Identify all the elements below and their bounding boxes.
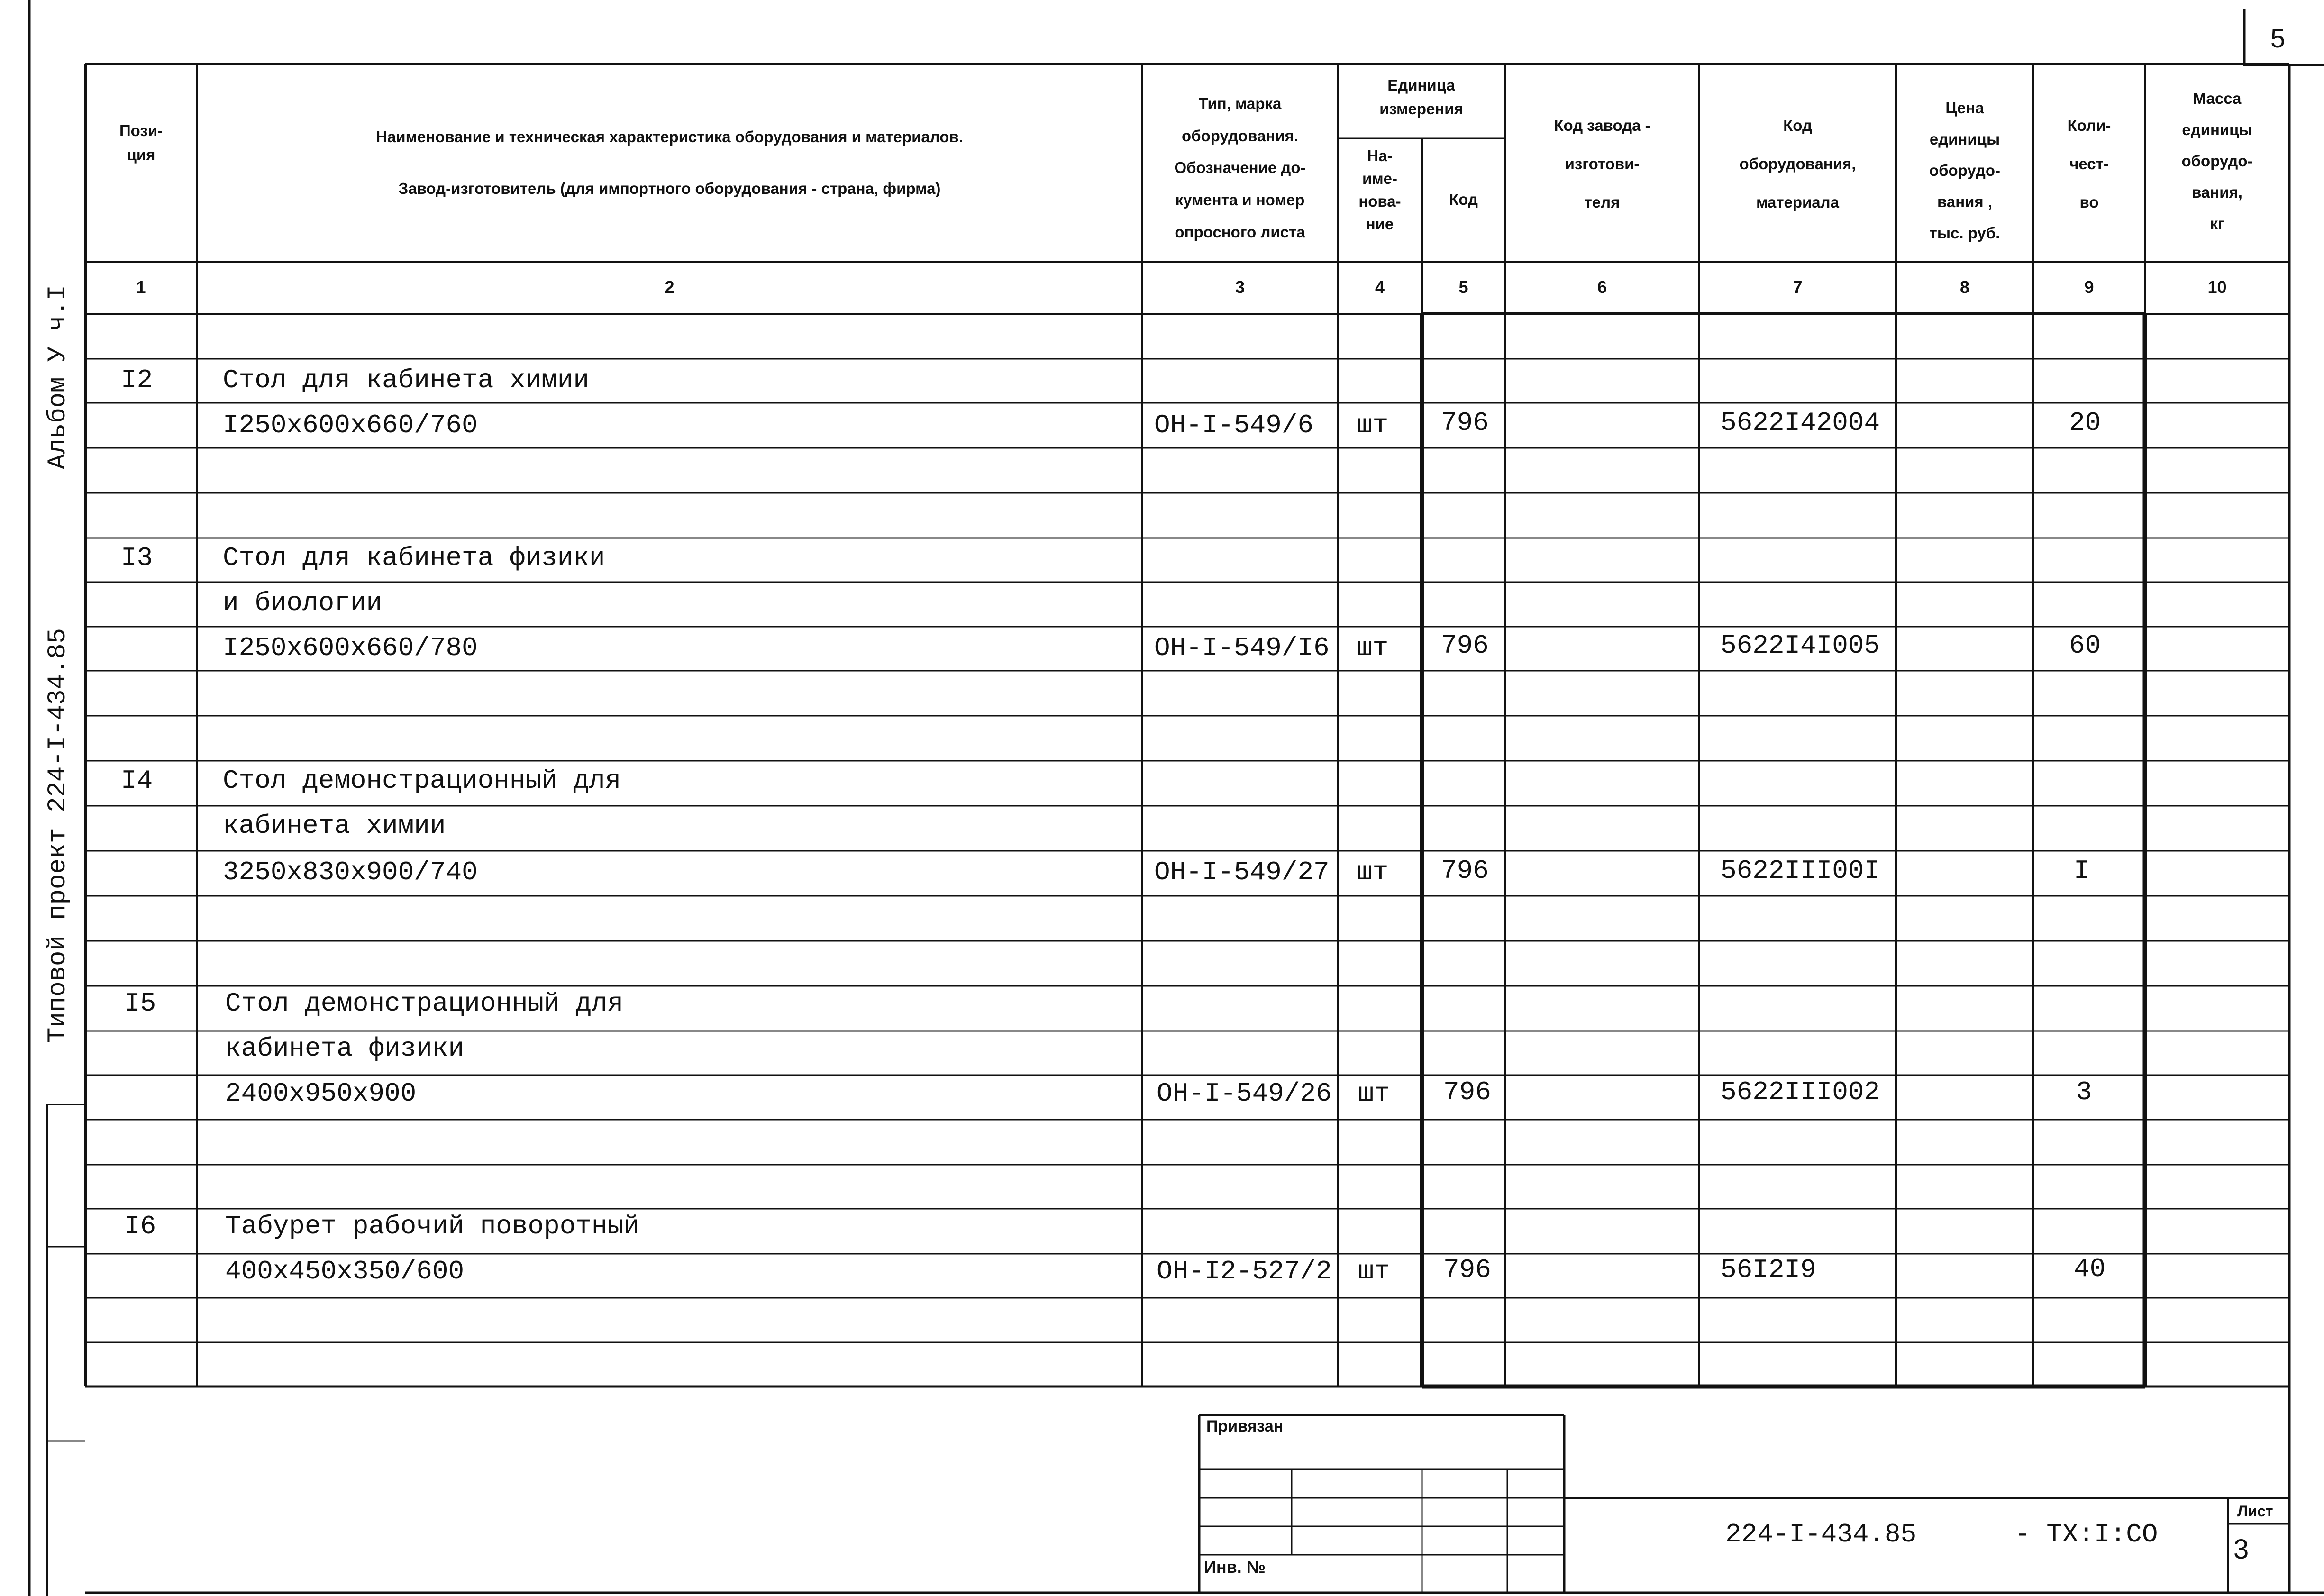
- header-col4-line: ние: [1366, 215, 1394, 233]
- header-unit-group-line: Единица: [1387, 76, 1455, 94]
- header-col2-line: Завод-изготовитель (для импортного оборудования - страна, фирма): [398, 179, 941, 197]
- header-col10-line: Масса: [2193, 90, 2242, 107]
- item-name-line: кабинета физики: [225, 1033, 465, 1064]
- type-mark-cell: ОН-I-549/26: [1157, 1078, 1332, 1109]
- position-cell: I3: [121, 543, 153, 573]
- header-col3-line: кумента и номер: [1175, 191, 1305, 209]
- album-label: Альбом У ч.I: [44, 285, 73, 469]
- equipment-code-cell: 5622I42004: [1721, 408, 1880, 438]
- item-name-line: 400x450x350/600: [225, 1256, 465, 1286]
- type-mark-cell: ОН-I-549/I6: [1154, 633, 1330, 663]
- item-name-line: кабинета химии: [223, 811, 446, 841]
- item-name-line: 3250x830x900/740: [223, 857, 478, 887]
- header-col6-line: изготови-: [1565, 155, 1640, 173]
- header-col7-line: Код: [1783, 117, 1812, 134]
- column-number: 5: [1458, 277, 1468, 297]
- header-col3-line: Обозначение до-: [1174, 159, 1306, 177]
- header-col4-line: име-: [1362, 169, 1398, 187]
- header-col7-line: материала: [1756, 193, 1839, 211]
- item-name-line: 2400x950x900: [225, 1078, 417, 1109]
- item-name-line: I250x600x660/760: [223, 410, 478, 440]
- header-col2: [197, 111, 1142, 215]
- unit-code-cell: 796: [1441, 856, 1489, 886]
- header-col3-line: Тип, марка: [1198, 95, 1282, 112]
- header-col8-line: вания ,: [1937, 193, 1992, 210]
- item-name-line: Стол демонстрационный для: [225, 988, 624, 1019]
- header-col8: [1896, 92, 2033, 249]
- quantity-cell: 3: [2076, 1077, 2092, 1107]
- header-col10-line: оборудо-: [2181, 152, 2253, 170]
- quantity-cell: 20: [2069, 408, 2101, 438]
- header-col6-line: теля: [1584, 193, 1620, 211]
- header-col10-line: кг: [2210, 215, 2224, 232]
- quantity-cell: 60: [2069, 630, 2101, 661]
- position-cell: I6: [124, 1211, 156, 1241]
- type-mark-cell: ОН-I-549/27: [1154, 857, 1330, 887]
- header-col10-line: вания,: [2192, 183, 2242, 201]
- header-col9-line: во: [2079, 193, 2099, 211]
- column-number: 10: [2207, 277, 2227, 297]
- header-col8-line: оборудо-: [1929, 162, 2001, 179]
- header-unit-group-line: измерения: [1379, 100, 1463, 118]
- unit-code-cell: 796: [1441, 408, 1489, 438]
- column-number: 6: [1597, 277, 1607, 297]
- unit-code-cell: 796: [1443, 1077, 1491, 1107]
- unit-code-cell: 796: [1443, 1255, 1491, 1285]
- unit-cell: шт: [1358, 1256, 1390, 1286]
- column-number: 2: [665, 277, 674, 297]
- header-col3-line: оборудования.: [1182, 127, 1298, 145]
- header-col5-line: Код: [1449, 191, 1478, 208]
- position-cell: I4: [121, 766, 153, 796]
- column-number: 9: [2084, 277, 2094, 297]
- header-col1-line: ция: [127, 146, 155, 164]
- column-number: 7: [1793, 277, 1803, 297]
- header-col5: [1422, 187, 1505, 211]
- item-name-line: Стол демонстрационный для: [223, 766, 621, 796]
- item-name-line: Стол для кабинета физики: [223, 543, 605, 573]
- header-col6-line: Код завода -: [1554, 117, 1650, 134]
- item-name-line: Стол для кабинета химии: [223, 365, 589, 395]
- column-number: 4: [1375, 277, 1385, 297]
- type-mark-cell: ОН-I2-527/2: [1157, 1256, 1332, 1286]
- header-col9-line: Коли-: [2067, 117, 2111, 134]
- header-col10: [2145, 83, 2289, 239]
- header-col10-line: единицы: [2182, 121, 2252, 138]
- header-col8-line: тыс. руб.: [1929, 224, 2000, 242]
- equipment-code-cell: 5622I4I005: [1721, 630, 1880, 661]
- unit-cell: шт: [1357, 857, 1389, 887]
- privyazan-label: Привязан: [1206, 1417, 1284, 1435]
- column-number: 8: [1959, 277, 1970, 297]
- column-number: 3: [1235, 277, 1245, 297]
- type-mark-cell: ОН-I-549/6: [1154, 410, 1314, 440]
- header-col8-line: единицы: [1929, 130, 2000, 148]
- header-col4-line: На-: [1367, 147, 1393, 164]
- header-col9: [2033, 107, 2145, 222]
- column-number: 1: [136, 277, 146, 297]
- header-col4-line: нова-: [1358, 192, 1401, 210]
- header-col1-line: Пози-: [119, 122, 163, 139]
- position-cell: I5: [124, 988, 156, 1019]
- header-col7-line: оборудования,: [1739, 155, 1856, 173]
- item-name-line: и биологии: [223, 588, 383, 618]
- header-col4: [1338, 145, 1422, 235]
- document-code: 224-I-434.85: [1725, 1519, 1917, 1550]
- quantity-cell: I: [2074, 856, 2090, 886]
- document-suffix: - ТХ:I:СО: [2014, 1519, 2158, 1550]
- header-col9-line: чест-: [2069, 155, 2109, 173]
- equipment-code-cell: 56I2I9: [1721, 1255, 1816, 1285]
- unit-code-cell: 796: [1441, 630, 1489, 661]
- list-number: 3: [2233, 1534, 2249, 1565]
- unit-cell: шт: [1357, 633, 1389, 663]
- item-name-line: I250x600x660/780: [223, 633, 478, 663]
- header-col7: [1699, 107, 1896, 222]
- header-col3-line: опросного листа: [1175, 223, 1305, 241]
- list-label: Лист: [2237, 1503, 2273, 1520]
- header-col2-line: Наименование и техническая характеристика оборудования и материалов.: [376, 128, 963, 146]
- unit-cell: шт: [1358, 1078, 1390, 1109]
- item-name-line: Табурет рабочий поворотный: [225, 1211, 639, 1241]
- header-unit-group: [1338, 73, 1505, 120]
- sheet-number-top: 5: [2270, 23, 2286, 53]
- position-cell: I2: [121, 365, 153, 395]
- inv-no-label: Инв. №: [1204, 1557, 1266, 1577]
- unit-cell: шт: [1357, 410, 1389, 440]
- equipment-code-cell: 5622III00I: [1721, 856, 1880, 886]
- header-col1: [85, 119, 197, 167]
- header-col3: [1142, 88, 1338, 248]
- header-col8-line: Цена: [1945, 99, 1984, 117]
- equipment-code-cell: 5622III002: [1721, 1077, 1880, 1107]
- project-label: Типовой проект 224-I-434.85: [44, 628, 73, 1043]
- header-col6: [1505, 107, 1699, 222]
- quantity-cell: 40: [2074, 1254, 2106, 1284]
